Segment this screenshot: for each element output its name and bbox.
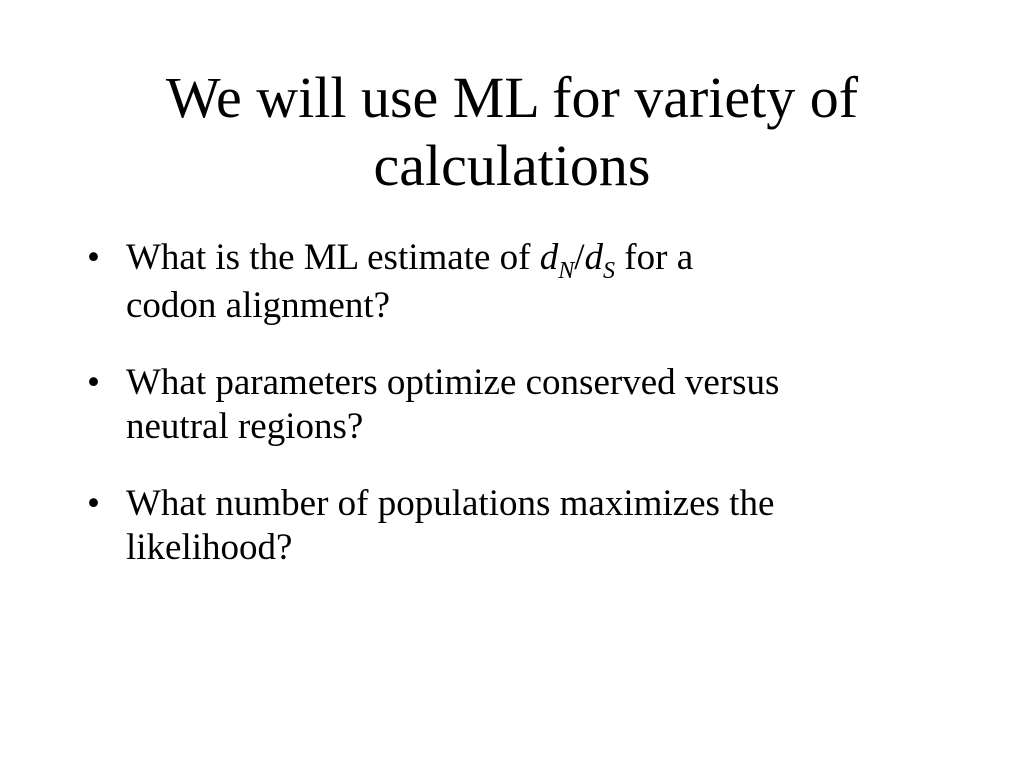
slide-title: [60, 64, 964, 200]
subscript-n: N: [558, 258, 575, 284]
bullet-item-dn-ds: [84, 236, 954, 328]
bullet-line: What number of populations maximizes the: [126, 483, 775, 524]
variable-d: d: [539, 237, 559, 278]
bullet-text: for a: [615, 237, 694, 278]
bullet-marker: •: [87, 362, 100, 403]
bullet-item-parameters: [84, 361, 954, 449]
bullet-list: [84, 236, 954, 570]
bullet-marker: •: [87, 237, 100, 278]
fraction-slash: /: [574, 237, 585, 278]
bullet-line: [126, 236, 954, 284]
bullet-line: What parameters optimize conserved versus: [126, 362, 780, 403]
bullet-line: likelihood?: [126, 527, 293, 568]
bullet-line: codon alignment?: [126, 285, 391, 326]
bullet-marker: •: [87, 483, 100, 524]
bullet-item-populations: [84, 482, 954, 570]
bullet-line: neutral regions?: [126, 406, 364, 447]
variable-d: d: [584, 237, 604, 278]
bullet-text: What is the ML estimate of: [126, 237, 540, 278]
subscript-s: S: [603, 258, 616, 284]
slide-title-line-1: We will use ML for variety of: [165, 65, 859, 130]
slide-title-line-2: calculations: [373, 133, 651, 198]
